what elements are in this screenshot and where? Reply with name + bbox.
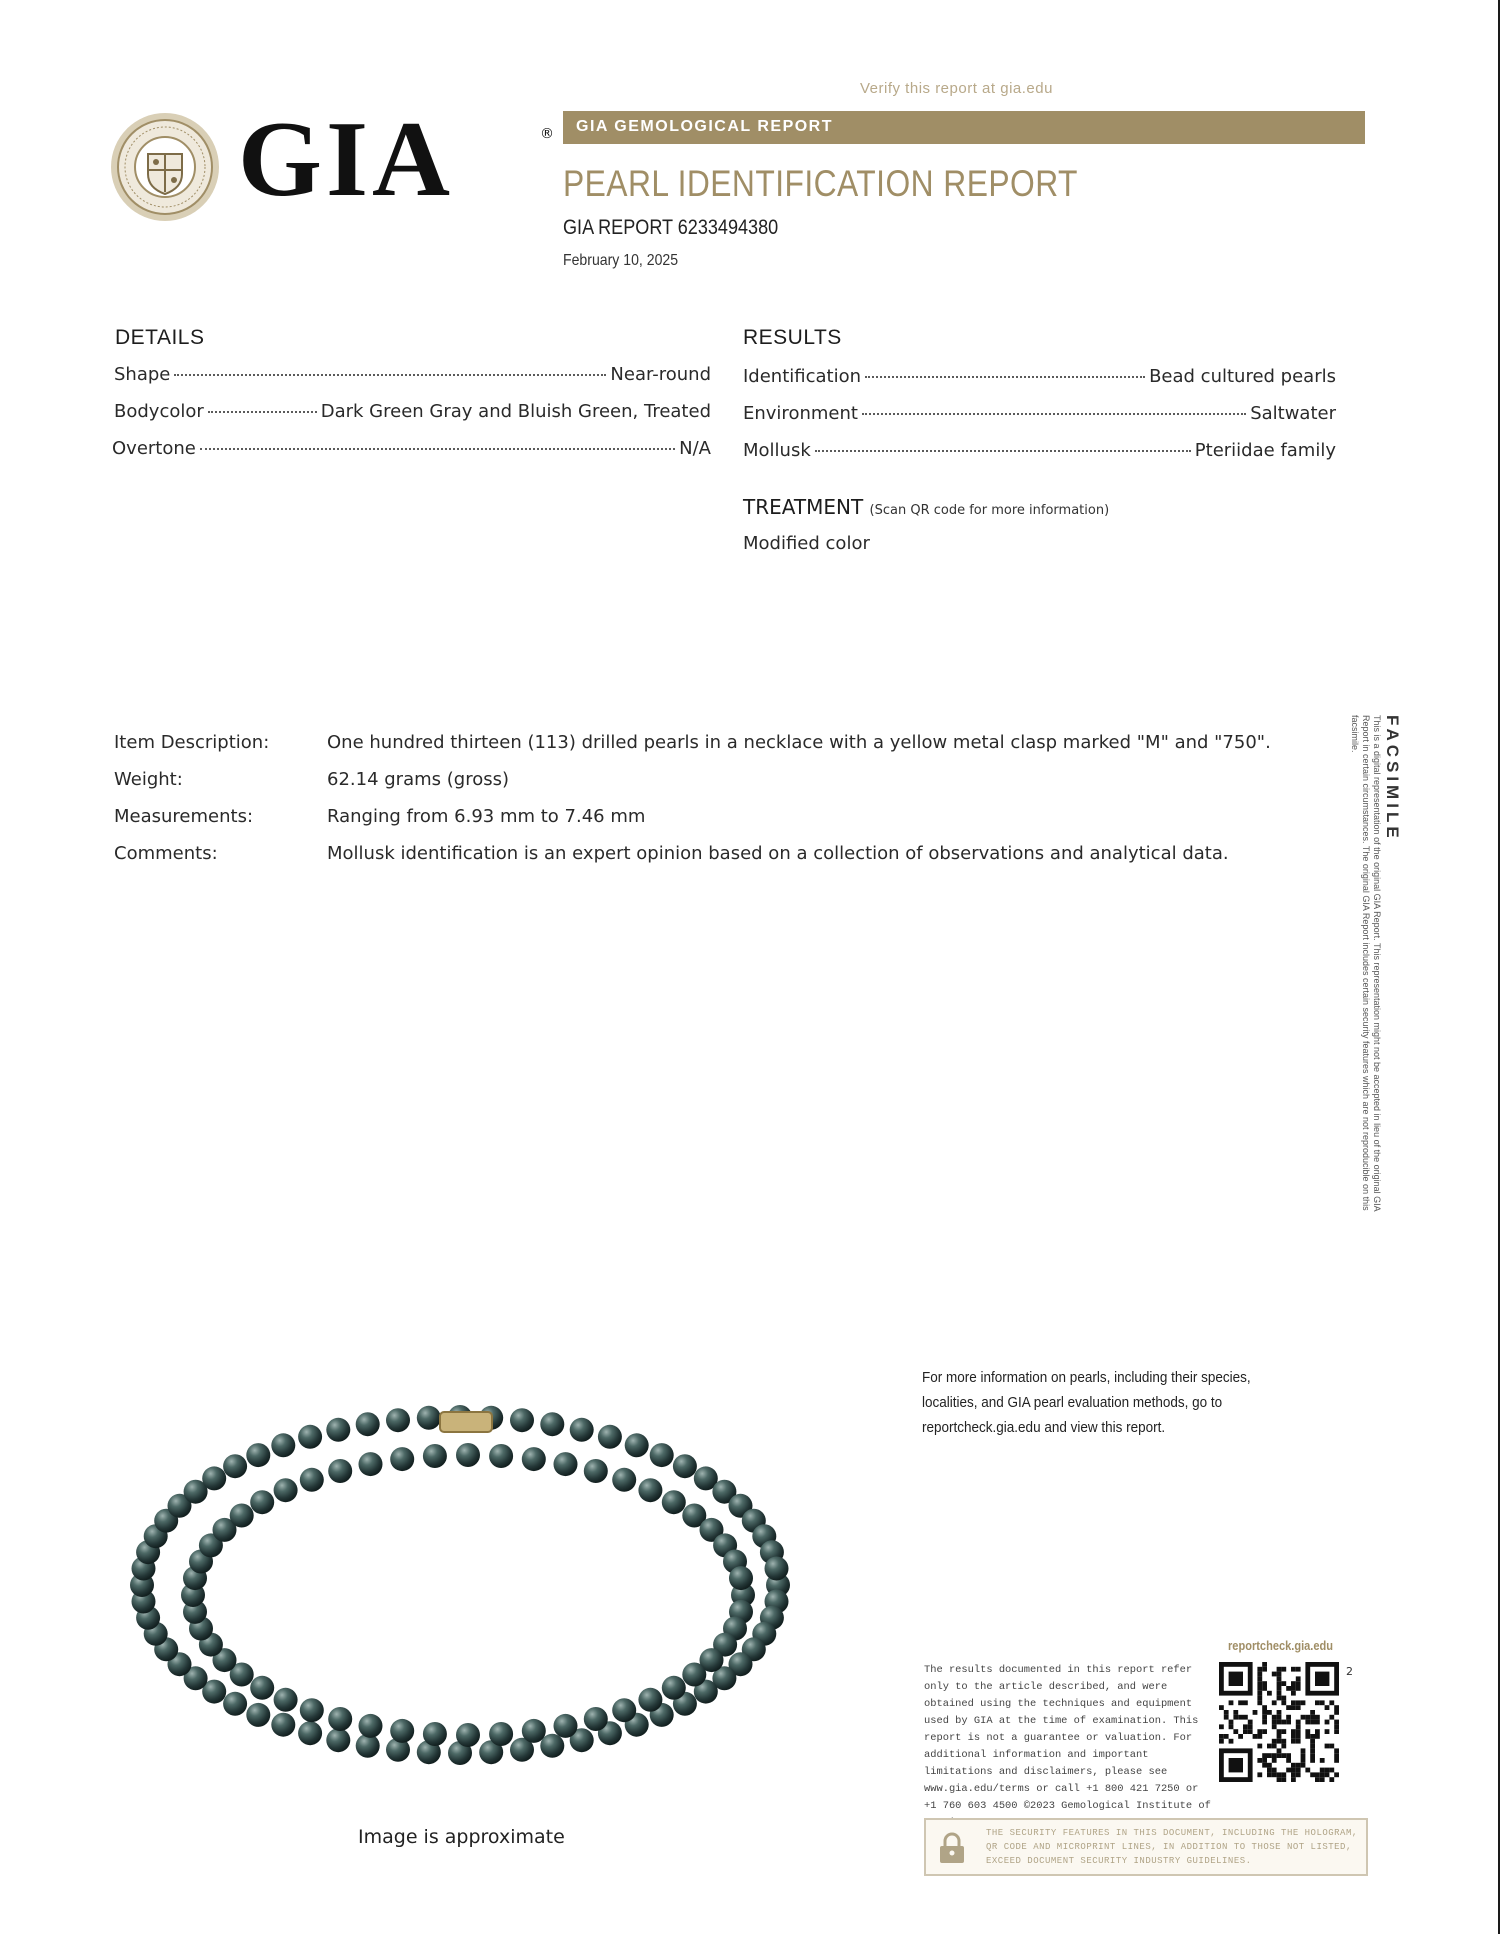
weight-value: 62.14 grams (gross): [327, 769, 509, 790]
pearl: [489, 1722, 513, 1746]
pearl: [423, 1444, 447, 1468]
pearl: [682, 1663, 706, 1687]
results-value: Bead cultured pearls: [1149, 366, 1336, 387]
pearl: [390, 1447, 414, 1471]
clasp: [440, 1412, 492, 1432]
details-value: Dark Green Gray and Bluish Green, Treated: [320, 401, 711, 422]
pearl: [765, 1557, 789, 1581]
qr-code-icon[interactable]: [1219, 1662, 1339, 1782]
details-label: Overtone: [112, 438, 196, 459]
verify-link[interactable]: Verify this report at gia.edu: [860, 80, 1053, 97]
pearl: [554, 1452, 578, 1476]
pearl: [510, 1408, 534, 1432]
qr-page-number: 2: [1346, 1665, 1353, 1678]
pearl: [584, 1459, 608, 1483]
report-number: GIA REPORT 6233494380: [563, 216, 779, 239]
pearl: [456, 1723, 480, 1747]
pearl: [300, 1698, 324, 1722]
pearl: [554, 1714, 578, 1738]
results-heading: RESULTS: [743, 326, 842, 349]
pearl: [271, 1433, 295, 1457]
details-row-bodycolor: [114, 401, 711, 422]
pearl: [650, 1443, 674, 1467]
pearl: [223, 1692, 247, 1716]
gia-logo: [110, 100, 580, 222]
pearl: [326, 1728, 350, 1752]
description-label: Item Description:: [114, 732, 270, 753]
facsimile-text: This is a digital representation of the original GIA Report. This representation might not be accepted in lieu of the original GIA Report in certain circumstances. The original GIA Report includes certain security features which are not reproducible on this facsimile.: [1350, 715, 1382, 1212]
security-features-box: [924, 1818, 1368, 1876]
pearl: [489, 1444, 513, 1468]
pearl-necklace-image: [130, 1395, 800, 1775]
pearl: [202, 1466, 226, 1490]
pearl: [522, 1447, 546, 1471]
results-value: Pteriidae family: [1194, 440, 1336, 461]
disclaimer-text: The results documented in this report refer only to the article described, and were obtained using the techniques and equipment used by GIA at the time of examination. This report is not a guarantee or valuation. For additional information and important limitations and disclaimers, please see www.gia.edu/terms or call +1 800 421 7250 or +1 760 603 4500 ©2023 Gemological Institute of: [924, 1664, 1211, 1812]
results-label: Environment: [743, 403, 858, 424]
pearl: [729, 1566, 753, 1590]
registered-mark: ®: [540, 126, 554, 142]
results-row-mollusk: [743, 440, 1336, 461]
security-text: THE SECURITY FEATURES IN THIS DOCUMENT, INCLUDING THE HOLOGRAM, QR CODE AND MICROPRINT LINES, IN ADDITION TO THOSE NOT LISTED, EXCEED DOCUMENT SECURITY INDUSTRY GUIDELINES.: [986, 1828, 1358, 1866]
reportcheck-link[interactable]: reportcheck.gia.edu: [1228, 1638, 1334, 1653]
report-title: PEARL IDENTIFICATION REPORT: [563, 163, 1078, 204]
pearl: [570, 1418, 594, 1442]
pearl: [298, 1425, 322, 1449]
pearl: [662, 1676, 686, 1700]
pearl: [250, 1490, 274, 1514]
results-label: Mollusk: [743, 440, 811, 461]
pearl: [638, 1688, 662, 1712]
report-type-bar: [563, 111, 1365, 144]
details-row-shape: [114, 364, 711, 385]
pearl: [326, 1418, 350, 1442]
pearl: [540, 1734, 564, 1758]
pearl: [250, 1676, 274, 1700]
pearl: [662, 1490, 686, 1514]
pearl: [223, 1454, 247, 1478]
measurements-value: Ranging from 6.93 mm to 7.46 mm: [327, 806, 646, 827]
pearl: [298, 1721, 322, 1745]
treatment-title: TREATMENT: [743, 495, 864, 519]
pearl: [386, 1408, 410, 1432]
comments-value: Mollusk identification is an expert opinion based on a collection of observations and analytical data.: [327, 843, 1229, 864]
details-value: N/A: [679, 438, 711, 459]
gia-seal-icon: [110, 112, 220, 222]
pearl: [456, 1443, 480, 1467]
pearl: [300, 1468, 324, 1492]
pearl: [230, 1504, 254, 1528]
details-heading: DETAILS: [115, 326, 205, 349]
pearl: [390, 1719, 414, 1743]
results-row-environment: [743, 403, 1336, 424]
results-value: Saltwater: [1250, 403, 1336, 424]
treatment-heading: [743, 495, 1109, 519]
details-row-overtone: [112, 438, 711, 459]
treatment-note: (Scan QR code for more information): [869, 503, 1110, 518]
image-note: Image is approximate: [358, 1826, 565, 1848]
pearl: [359, 1714, 383, 1738]
pearl: [271, 1713, 295, 1737]
details-label: Shape: [114, 364, 171, 385]
pearl: [673, 1454, 697, 1478]
pearl: [328, 1707, 352, 1731]
gia-wordmark: GIA: [238, 100, 455, 219]
pearl: [246, 1703, 270, 1727]
details-label: Bodycolor: [114, 401, 204, 422]
pearl: [625, 1433, 649, 1457]
pearl-strand-inner: [181, 1443, 755, 1747]
results-row-identification: [743, 366, 1336, 387]
pearl: [274, 1478, 298, 1502]
more-info-text: For more information on pearls, including their species, localities, and GIA pearl evaluation methods, go to reportcheck.gia.edu and view this report.: [922, 1369, 1251, 1436]
treatment-value: Modified color: [743, 533, 870, 554]
weight-label: Weight:: [114, 769, 183, 790]
report-type-label: GIA GEMOLOGICAL REPORT: [576, 118, 834, 135]
pearl: [638, 1478, 662, 1502]
pearl: [246, 1443, 270, 1467]
pearl: [328, 1459, 352, 1483]
pearl: [522, 1719, 546, 1743]
pearl: [356, 1412, 380, 1436]
pearl: [612, 1468, 636, 1492]
pearl: [540, 1412, 564, 1436]
pearl: [584, 1707, 608, 1731]
pearl: [417, 1406, 441, 1430]
pearl: [359, 1452, 383, 1476]
report-date: February 10, 2025: [563, 252, 679, 269]
pearl: [612, 1698, 636, 1722]
facsimile-title: FACSIMILE: [1383, 715, 1402, 842]
pearl: [423, 1722, 447, 1746]
results-label: Identification: [743, 366, 862, 387]
details-value: Near-round: [610, 364, 711, 385]
pearl: [274, 1688, 298, 1712]
measurements-label: Measurements:: [114, 806, 254, 827]
pearl: [598, 1425, 622, 1449]
facsimile-notice: [1350, 715, 1402, 1235]
comments-label: Comments:: [114, 843, 218, 864]
lock-icon: [938, 1832, 966, 1864]
description-value: One hundred thirteen (113) drilled pearls in a necklace with a yellow metal clasp marked "M" and "750".: [327, 732, 1271, 753]
